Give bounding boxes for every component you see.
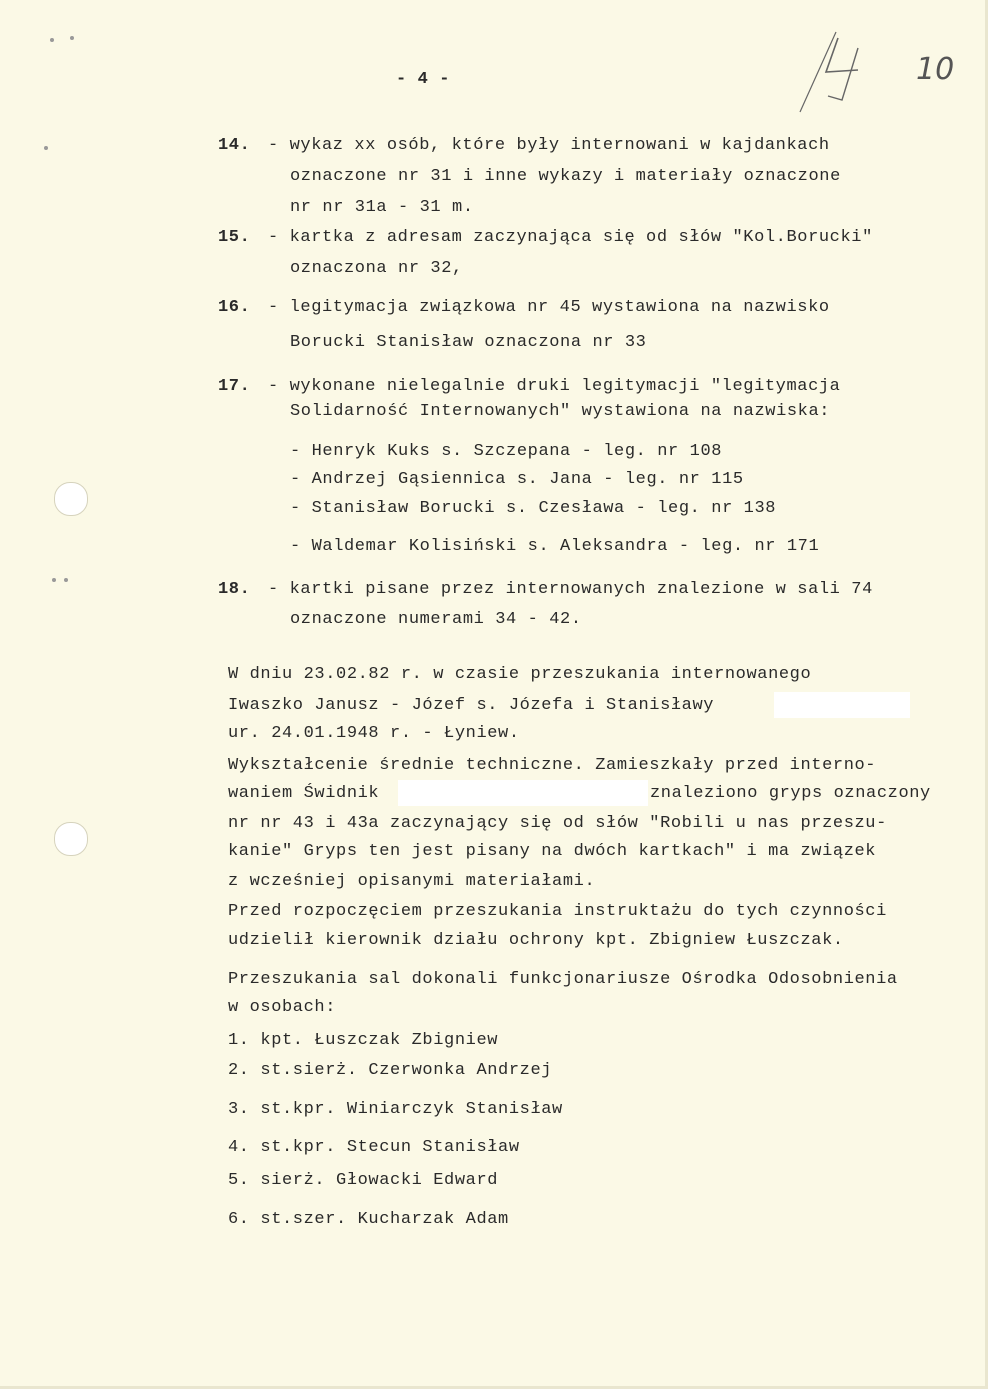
paragraph-line: kanie" Gryps ten jest pisany na dwóch kartkach" i ma związek [228, 842, 877, 861]
item-line: - wykonane nielegalnie druki legitymacji "legitymacja [268, 377, 841, 396]
paragraph-line: nr nr 43 i 43a zaczynający się od słów "Robili u nas przeszu- [228, 814, 887, 833]
officer-entry: 1. kpt. Łuszczak Zbigniew [228, 1031, 499, 1050]
paragraph-line: Przed rozpoczęciem przeszukania instruktażu do tych czynności [228, 902, 887, 921]
item-line: oznaczone numerami 34 - 42. [290, 610, 582, 629]
officers-intro-line: Przeszukania sal dokonali funkcjonariusze Ośrodka Odosobnienia [228, 970, 898, 989]
item-line: - kartka z adresam zaczynająca się od słów "Kol.Borucki" [268, 228, 873, 247]
paragraph-line: z wcześniej opisanymi materiałami. [228, 872, 596, 891]
officer-entry: 4. st.kpr. Stecun Stanisław [228, 1138, 520, 1157]
officer-entry: 5. sierż. Głowacki Edward [228, 1171, 499, 1190]
officer-entry: 3. st.kpr. Winiarczyk Stanisław [228, 1100, 563, 1119]
item-line: - wykaz xx osób, które były internowani w kajdankach [268, 136, 830, 155]
item-number: 17. [218, 377, 251, 396]
officer-entry: 6. st.szer. Kucharzak Adam [228, 1210, 509, 1229]
item-line: - legitymacja związkowa nr 45 wystawiona na nazwisko [268, 298, 830, 317]
item-line: - Stanisław Borucki s. Czesława - leg. nr 138 [290, 499, 777, 518]
paragraph-line: Wykształcenie średnie techniczne. Zamieszkały przed interno- [228, 756, 877, 775]
item-line: - kartki pisane przez internowanych znalezione w sali 74 [268, 580, 873, 599]
item-line: - Waldemar Kolisiński s. Aleksandra - leg. nr 171 [290, 537, 820, 556]
item-line: Borucki Stanisław oznaczona nr 33 [290, 333, 647, 352]
item-number: 18. [218, 580, 251, 599]
item-line: Solidarność Internowanych" wystawiona na nazwiska: [290, 402, 831, 421]
item-number: 14. [218, 136, 251, 155]
paragraph-line: udzielił kierownik działu ochrony kpt. Zbigniew Łuszczak. [228, 931, 844, 950]
item-line: oznaczone nr 31 i inne wykazy i materiały oznaczone [290, 167, 841, 186]
item-number: 15. [218, 228, 251, 247]
page-number: - 4 - [396, 70, 451, 89]
officers-intro-line: w osobach: [228, 998, 337, 1017]
officer-entry: 2. st.sierż. Czerwonka Andrzej [228, 1061, 553, 1080]
redaction-box [398, 780, 648, 806]
item-number: 16. [218, 298, 251, 317]
item-line: nr nr 31a - 31 m. [290, 198, 474, 217]
paragraph-line: W dniu 23.02.82 r. w czasie przeszukania internowanego [228, 665, 812, 684]
paragraph-line: ur. 24.01.1948 r. - Łyniew. [228, 724, 520, 743]
paragraph-line: waniem Świdnik [228, 784, 380, 803]
item-line: oznaczona nr 32, [290, 259, 463, 278]
item-line: - Andrzej Gąsiennica s. Jana - leg. nr 115 [290, 470, 744, 489]
redaction-box [774, 692, 910, 718]
handwritten-page-number: 10 [916, 52, 955, 87]
paragraph-line: Iwaszko Janusz - Józef s. Józefa i Stanisławy [228, 696, 715, 715]
item-line: - Henryk Kuks s. Szczepana - leg. nr 108 [290, 442, 723, 461]
paragraph-line: znaleziono gryps oznaczony [650, 784, 931, 803]
